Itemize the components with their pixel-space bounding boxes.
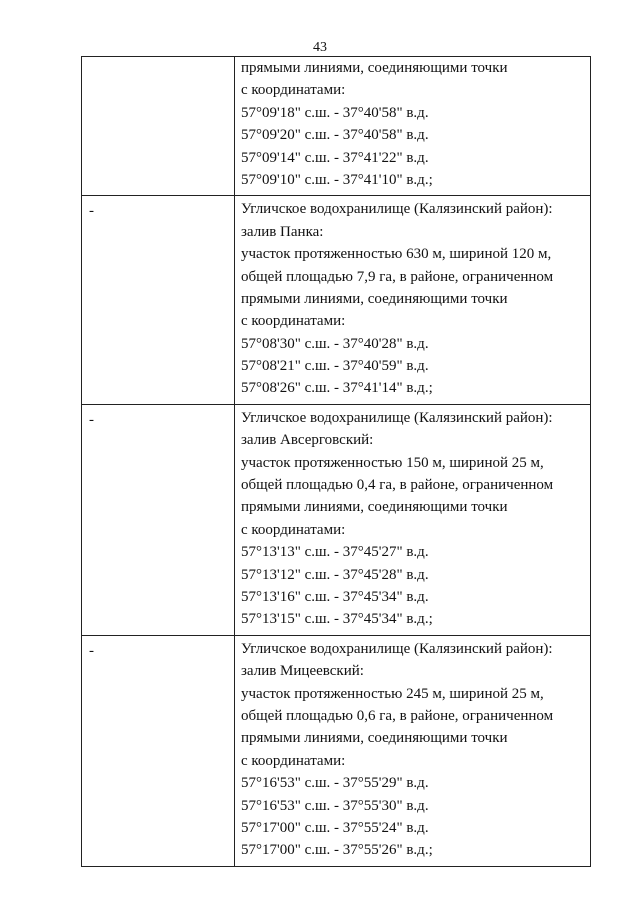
text-line: с координатами: bbox=[241, 313, 346, 330]
text-line: прямыми линиями, соединяющими точки bbox=[241, 290, 508, 307]
row-marker: - bbox=[89, 203, 94, 220]
marker-cell bbox=[82, 404, 235, 635]
bay-name: залив Мицеевский: bbox=[241, 663, 364, 680]
coordinate-line: 57°16'53" с.ш. - 37°55'29" в.д. bbox=[241, 775, 429, 792]
description-cell bbox=[235, 404, 591, 635]
text-line: участок протяженностью 245 м, шириной 25 м, bbox=[241, 685, 544, 702]
text-line: прямыми линиями, соединяющими точки bbox=[241, 60, 508, 76]
reservoir-title: Угличское водохранилище (Калязинский район): bbox=[241, 201, 553, 218]
text-line: общей площадью 0,6 га, в районе, ограниченном bbox=[241, 707, 554, 724]
coordinate-line: 57°16'53" с.ш. - 37°55'30" в.д. bbox=[241, 797, 429, 814]
bay-name: залив Авсерговский: bbox=[241, 432, 374, 449]
row-marker: - bbox=[89, 411, 94, 428]
reservoir-title: Угличское водохранилище (Калязинский район): bbox=[241, 640, 553, 657]
row-marker: - bbox=[89, 642, 94, 659]
coordinate-line: 57°09'18" с.ш. - 37°40'58" в.д. bbox=[241, 104, 429, 121]
text-line: прямыми линиями, соединяющими точки bbox=[241, 499, 508, 516]
coordinate-line: 57°13'12" с.ш. - 37°45'28" в.д. bbox=[241, 566, 429, 583]
text-line: участок протяженностью 630 м, шириной 120 м, bbox=[241, 246, 552, 263]
text-line: общей площадью 0,4 га, в районе, ограниченном bbox=[241, 477, 554, 494]
document-table bbox=[81, 56, 591, 867]
marker-cell bbox=[82, 57, 235, 196]
description-cell bbox=[235, 635, 591, 866]
coordinate-line: 57°17'00" с.ш. - 37°55'26" в.д.; bbox=[241, 842, 433, 859]
coordinate-line: 57°09'14" с.ш. - 37°41'22" в.д. bbox=[241, 149, 429, 166]
coordinate-line: 57°09'20" с.ш. - 37°40'58" в.д. bbox=[241, 127, 429, 144]
coordinate-line: 57°08'26" с.ш. - 37°41'14" в.д.; bbox=[241, 380, 433, 397]
row-marker bbox=[82, 57, 234, 61]
coordinate-line: 57°17'00" с.ш. - 37°55'24" в.д. bbox=[241, 819, 429, 836]
page-number: 43 bbox=[313, 40, 327, 55]
reservoir-title: Угличское водохранилище (Калязинский район): bbox=[241, 409, 553, 426]
table-row bbox=[82, 404, 591, 635]
text-line: общей площадью 7,9 га, в районе, ограниченном bbox=[241, 268, 554, 285]
description-cell bbox=[235, 196, 591, 405]
coordinate-line: 57°09'10" с.ш. - 37°41'10" в.д.; bbox=[241, 171, 433, 188]
marker-cell bbox=[82, 196, 235, 405]
coordinate-line: 57°08'21" с.ш. - 37°40'59" в.д. bbox=[241, 358, 429, 375]
table-row bbox=[82, 196, 591, 405]
coordinate-line: 57°13'13" с.ш. - 37°45'27" в.д. bbox=[241, 544, 429, 561]
text-line: участок протяженностью 150 м, шириной 25 м, bbox=[241, 454, 544, 471]
text-line: с координатами: bbox=[241, 521, 346, 538]
table-row bbox=[82, 57, 591, 196]
description-cell bbox=[235, 57, 591, 196]
coordinate-line: 57°13'15" с.ш. - 37°45'34" в.д.; bbox=[241, 611, 433, 628]
text-line: с координатами: bbox=[241, 82, 346, 99]
coordinate-line: 57°08'30" с.ш. - 37°40'28" в.д. bbox=[241, 335, 429, 352]
table-row bbox=[82, 635, 591, 866]
coordinate-line: 57°13'16" с.ш. - 37°45'34" в.д. bbox=[241, 588, 429, 605]
text-line: прямыми линиями, соединяющими точки bbox=[241, 730, 508, 747]
text-line: с координатами: bbox=[241, 752, 346, 769]
marker-cell bbox=[82, 635, 235, 866]
bay-name: залив Панка: bbox=[241, 223, 324, 240]
